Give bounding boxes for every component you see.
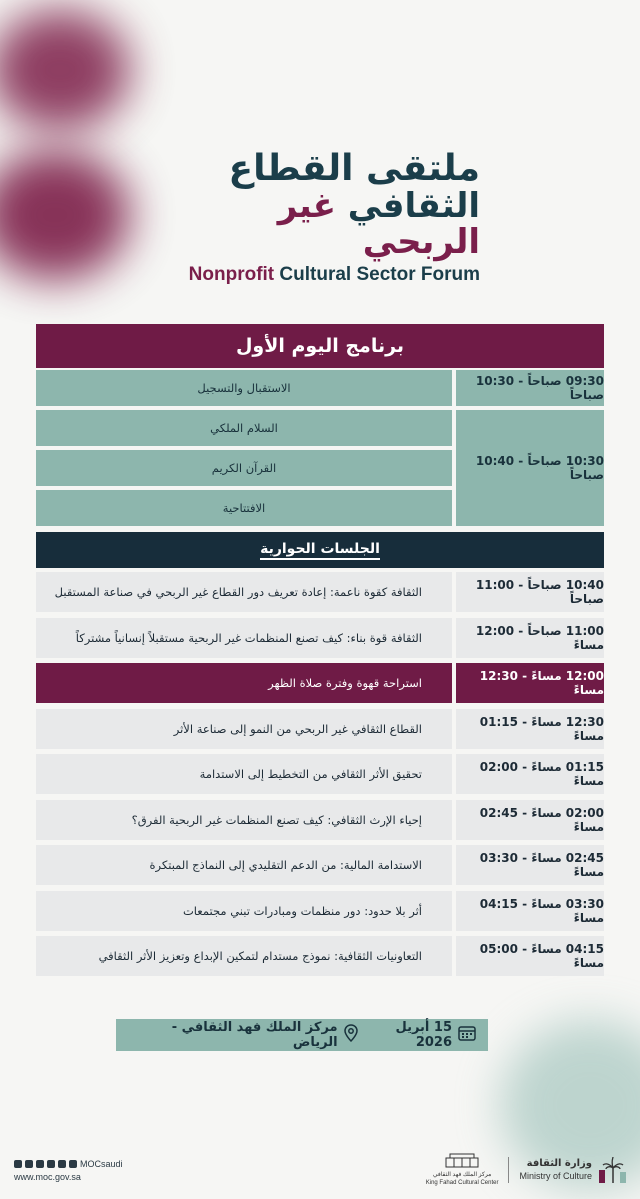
logo-divider bbox=[508, 1157, 509, 1183]
break-title: استراحة قهوة وفترة صلاة الظهر bbox=[36, 663, 452, 703]
location-pin-icon bbox=[344, 1024, 358, 1046]
logo-arabic-line2-accent: غير الربحي bbox=[277, 186, 480, 262]
session-time: 12:30 مساءً - 01:15 مساءً bbox=[456, 709, 604, 749]
facebook-icon[interactable] bbox=[36, 1160, 44, 1168]
palm-emblem-icon bbox=[598, 1156, 628, 1184]
social-links bbox=[14, 1159, 123, 1182]
event-info-bar bbox=[116, 1019, 488, 1051]
session-time: 10:40 صباحاً - 11:00 صباحاً bbox=[456, 572, 604, 612]
session-time: 04:15 مساءً - 05:00 مساءً bbox=[456, 936, 604, 976]
logo-arabic-line2-dark: الثقافي bbox=[347, 186, 480, 226]
session-title: الثقافة قوة بناء: كيف تصنع المنظمات غير الربحية مستقبلاً إنسانياً مشتركاً bbox=[36, 618, 452, 658]
opening-time: 09:30 صباحاً - 10:30 صباحاً bbox=[456, 370, 604, 406]
opening-time: 10:30 صباحاً - 10:40 صباحاً bbox=[456, 410, 604, 526]
session-title: التعاونيات الثقافية: نموذج مستدام لتمكين الإبداع وتعزيز الأثر الثقافي bbox=[36, 936, 452, 976]
decor-blob bbox=[0, 150, 130, 280]
logo-english-dark: Cultural Sector Forum bbox=[279, 264, 480, 285]
session-time: 12:00 مساءً - 12:30 مساءً bbox=[456, 663, 604, 703]
moc-english: Ministry of Culture bbox=[519, 1170, 592, 1181]
kfcc-emblem-icon bbox=[444, 1152, 480, 1168]
moc-logo bbox=[519, 1156, 628, 1184]
event-date-text: 15 أبريل 2026 bbox=[395, 1020, 452, 1050]
session-time: 11:00 صباحاً - 12:00 مساءً bbox=[456, 618, 604, 658]
session-time: 02:45 مساءً - 03:30 مساءً bbox=[456, 845, 604, 885]
opening-label: الاستقبال والتسجيل bbox=[36, 370, 452, 406]
session-title: الاستدامة المالية: من الدعم التقليدي إلى النماذج المبتكرة bbox=[36, 845, 452, 885]
schedule-title: برنامج اليوم الأول bbox=[36, 324, 604, 368]
session-time: 02:00 مساءً - 02:45 مساءً bbox=[456, 800, 604, 840]
logo-english bbox=[150, 262, 480, 288]
session-time: 03:30 مساءً - 04:15 مساءً bbox=[456, 891, 604, 931]
session-title: تحقيق الأثر الثقافي من التخطيط إلى الاستدامة bbox=[36, 754, 452, 794]
tiktok-icon[interactable] bbox=[47, 1160, 55, 1168]
social-row bbox=[14, 1159, 123, 1169]
moc-text bbox=[519, 1158, 592, 1182]
sessions-section-label: الجلسات الحوارية bbox=[260, 541, 380, 560]
event-date bbox=[358, 1020, 476, 1050]
session-title: الثقافة كقوة ناعمة: إعادة تعريف دور القطاع غير الربحي في صناعة المستقبل bbox=[36, 572, 452, 612]
event-location bbox=[128, 1020, 358, 1050]
sessions-section-title bbox=[36, 532, 604, 568]
decor-blob bbox=[0, 10, 130, 130]
logo-arabic-line1: ملتقى القطاع bbox=[228, 148, 480, 189]
website-link[interactable]: www.moc.gov.sa bbox=[14, 1172, 81, 1182]
opening-label: السلام الملكي bbox=[36, 410, 452, 446]
partner-logos bbox=[426, 1152, 628, 1187]
instagram-icon[interactable] bbox=[25, 1160, 33, 1168]
schedule-table bbox=[36, 324, 604, 970]
session-time: 01:15 مساءً - 02:00 مساءً bbox=[456, 754, 604, 794]
session-title: أثر بلا حدود: دور منظمات ومبادرات تبني مجتمعات bbox=[36, 891, 452, 931]
social-handle[interactable]: MOCsaudi bbox=[80, 1159, 123, 1169]
snapchat-icon[interactable] bbox=[69, 1160, 77, 1168]
opening-label: الافتتاحية bbox=[36, 490, 452, 526]
session-title: القطاع الثقافي غير الربحي من النمو إلى صناعة الأثر bbox=[36, 709, 452, 749]
logo-arabic-line2 bbox=[150, 188, 480, 260]
kfcc-logo bbox=[426, 1152, 499, 1187]
logo-english-accent: Nonprofit bbox=[188, 264, 275, 285]
event-location-text: مركز الملك فهد الثقافي - الرياض bbox=[171, 1020, 338, 1050]
forum-logo bbox=[150, 150, 480, 288]
x-icon[interactable] bbox=[14, 1160, 22, 1168]
moc-arabic: وزارة الثقافة bbox=[526, 1157, 592, 1169]
kfcc-arabic: مركز الملك فهد الثقافي bbox=[432, 1172, 492, 1178]
session-title: إحياء الإرث الثقافي: كيف تصنع المنظمات غير الربحية الفرق؟ bbox=[36, 800, 452, 840]
calendar-icon bbox=[458, 1025, 476, 1045]
opening-label: القرآن الكريم bbox=[36, 450, 452, 486]
youtube-icon[interactable] bbox=[58, 1160, 66, 1168]
kfcc-english: King Fahad Cultural Center bbox=[425, 1180, 499, 1186]
